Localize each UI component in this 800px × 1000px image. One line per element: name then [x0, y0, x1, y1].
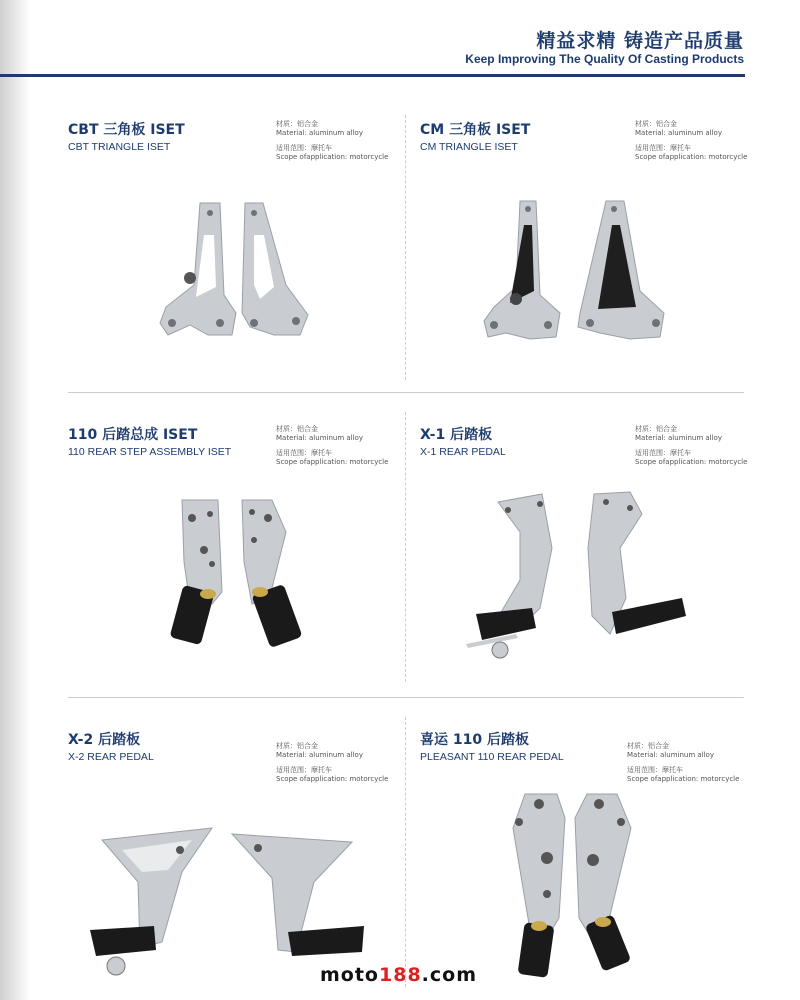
scope-cn: 适用范围：摩托车: [635, 449, 691, 457]
product-title: 喜运 110 后踏板: [420, 732, 529, 748]
material-en: Material: aluminum alloy: [276, 751, 363, 759]
product-title: 110 后踏总成 ISET: [68, 427, 198, 443]
material-cn: 材质：铝合金: [276, 425, 318, 433]
material-en: Material: aluminum alloy: [276, 434, 363, 442]
product-spec: [635, 425, 747, 467]
product-image-110-rear-step: [160, 492, 330, 657]
scope-en: Scope ofapplication: motorcycle: [635, 458, 748, 466]
header-divider: [0, 74, 745, 77]
product-title: X-1 后踏板: [420, 427, 493, 443]
page-header-subtitle: Keep Improving The Quality Of Casting Products: [465, 52, 744, 66]
product-image-x1-pedal: [460, 488, 690, 663]
column-divider: [405, 115, 406, 380]
scope-en: Scope ofapplication: motorcycle: [276, 153, 389, 161]
material-en: Material: aluminum alloy: [627, 751, 714, 759]
product-spec: [276, 742, 388, 784]
product-subtitle: CM TRIANGLE ISET: [420, 141, 518, 153]
scope-cn: 适用范围：摩托车: [635, 144, 691, 152]
product-title: CBT 三角板 ISET: [68, 122, 185, 138]
scope-en: Scope ofapplication: motorcycle: [276, 458, 389, 466]
product-spec: [635, 120, 747, 162]
material-cn: 材质：铝合金: [635, 120, 677, 128]
product-image-cm-triangle: [480, 195, 670, 345]
column-divider: [405, 717, 406, 987]
product-subtitle: X-1 REAR PEDAL: [420, 446, 506, 458]
scope-cn: 适用范围：摩托车: [627, 766, 683, 774]
material-en: Material: aluminum alloy: [635, 434, 722, 442]
product-spec: [627, 742, 739, 784]
site-watermark: moto188.com: [320, 964, 478, 986]
product-title: X-2 后踏板: [68, 732, 141, 748]
row-divider: [68, 392, 744, 393]
product-subtitle: PLEASANT 110 REAR PEDAL: [420, 751, 564, 763]
product-image-x2-pedal: [82, 822, 372, 982]
column-divider: [405, 412, 406, 682]
scope-cn: 适用范围：摩托车: [276, 766, 332, 774]
material-cn: 材质：铝合金: [635, 425, 677, 433]
row-divider: [68, 697, 744, 698]
scope-cn: 适用范围：摩托车: [276, 449, 332, 457]
product-title: CM 三角板 ISET: [420, 122, 531, 138]
scope-cn: 适用范围：摩托车: [276, 144, 332, 152]
product-subtitle: 110 REAR STEP ASSEMBLY ISET: [68, 446, 232, 458]
product-subtitle: X-2 REAR PEDAL: [68, 751, 154, 763]
scope-en: Scope ofapplication: motorcycle: [627, 775, 740, 783]
material-cn: 材质：铝合金: [627, 742, 669, 750]
product-image-pleasant-110-pedal: [495, 788, 645, 988]
material-cn: 材质：铝合金: [276, 120, 318, 128]
scope-en: Scope ofapplication: motorcycle: [276, 775, 389, 783]
product-subtitle: CBT TRIANGLE ISET: [68, 141, 171, 153]
material-en: Material: aluminum alloy: [635, 129, 722, 137]
product-spec: [276, 425, 388, 467]
scope-en: Scope ofapplication: motorcycle: [635, 153, 748, 161]
page-spine-shadow: [0, 0, 30, 1000]
material-en: Material: aluminum alloy: [276, 129, 363, 137]
product-spec: [276, 120, 388, 162]
material-cn: 材质：铝合金: [276, 742, 318, 750]
product-image-cbt-triangle: [150, 195, 330, 345]
page-header-title: 精益求精 铸造产品质量: [536, 30, 744, 52]
